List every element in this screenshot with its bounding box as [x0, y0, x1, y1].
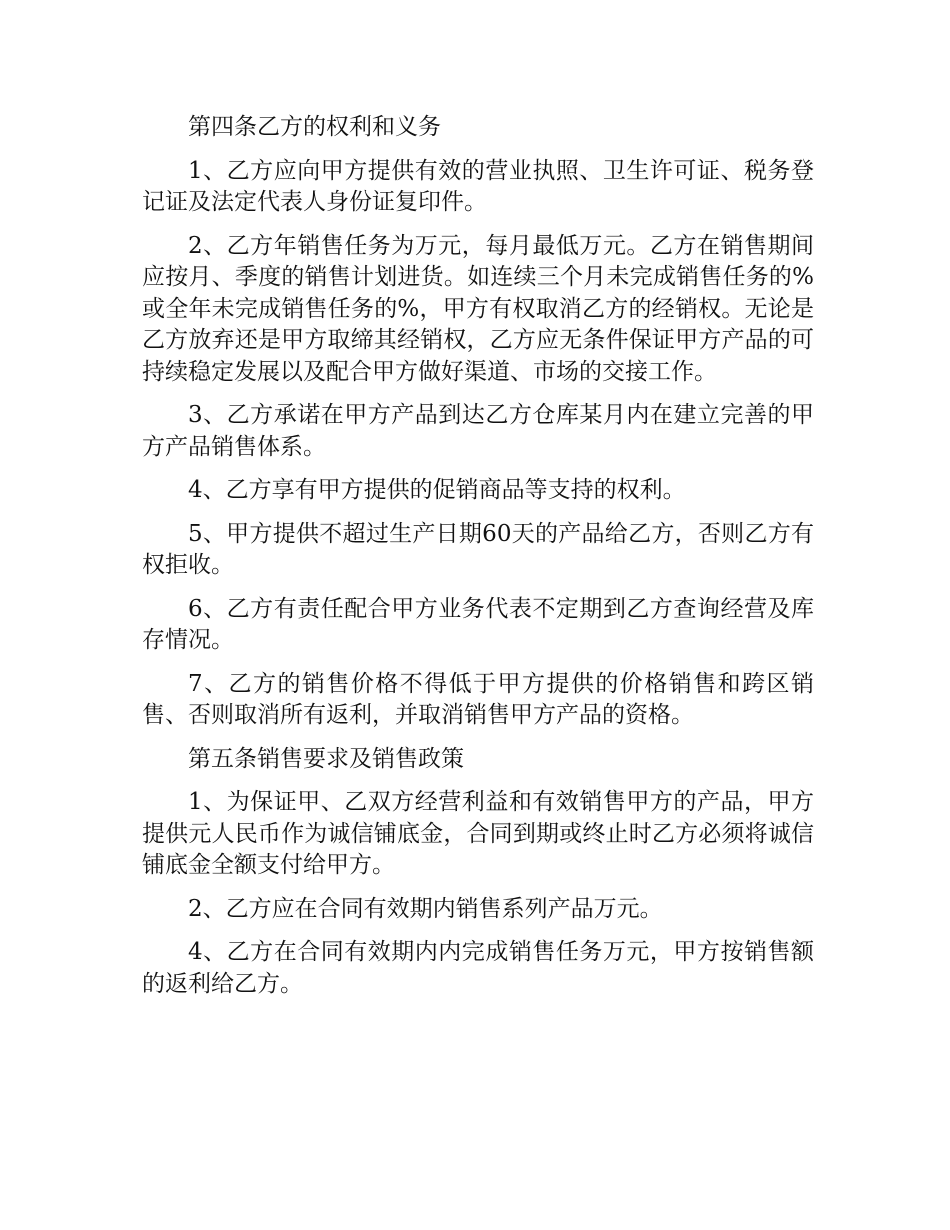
paragraph: 6、乙方有责任配合甲方业务代表不定期到乙方查询经营及库存情况。: [142, 595, 814, 653]
paragraph: 4、乙方享有甲方提供的促销商品等支持的权利。: [188, 477, 686, 503]
paragraph: 3、乙方承诺在甲方产品到达乙方仓库某月内在建立完善的甲方产品销售体系。: [142, 402, 814, 460]
document-page: [142, 112, 814, 1012]
section-heading-4: 第四条乙方的权利和义务: [188, 114, 441, 140]
section-heading-5: 第五条销售要求及销售政策: [188, 745, 464, 772]
paragraph: 2、乙方年销售任务为万元，每月最低万元。乙方在销售期间应按月、季度的销售计划进货。如连续三个月未完成销售任务的%或全年未完成销售任务的%，甲方有权取消乙方的经销权。无论是乙方放弃还是甲方取缔其经销权，乙方应无条件保证甲方产品的可持续稳定发展以及配合甲方做好渠道、市场的交接工作。: [142, 232, 814, 385]
paragraph: 1、乙方应向甲方提供有效的营业执照、卫生许可证、税务登记证及法定代表人身份证复印件。: [142, 157, 814, 215]
paragraph: 7、乙方的销售价格不得低于甲方提供的价格销售和跨区销售、否则取消所有返利，并取消销售甲方产品的资格。: [142, 670, 814, 728]
paragraph: 2、乙方应在合同有效期内销售系列产品万元。: [188, 895, 663, 922]
paragraph: 4、乙方在合同有效期内内完成销售任务万元，甲方按销售额的返利给乙方。: [142, 939, 814, 997]
paragraph: 5、甲方提供不超过生产日期60天的产品给乙方，否则乙方有权拒收。: [142, 520, 814, 578]
paragraph: 1、为保证甲、乙双方经营利益和有效销售甲方的产品，甲方提供元人民币作为诚信铺底金，合同到期或终止时乙方必须将诚信铺底金全额支付给甲方。: [142, 789, 814, 878]
